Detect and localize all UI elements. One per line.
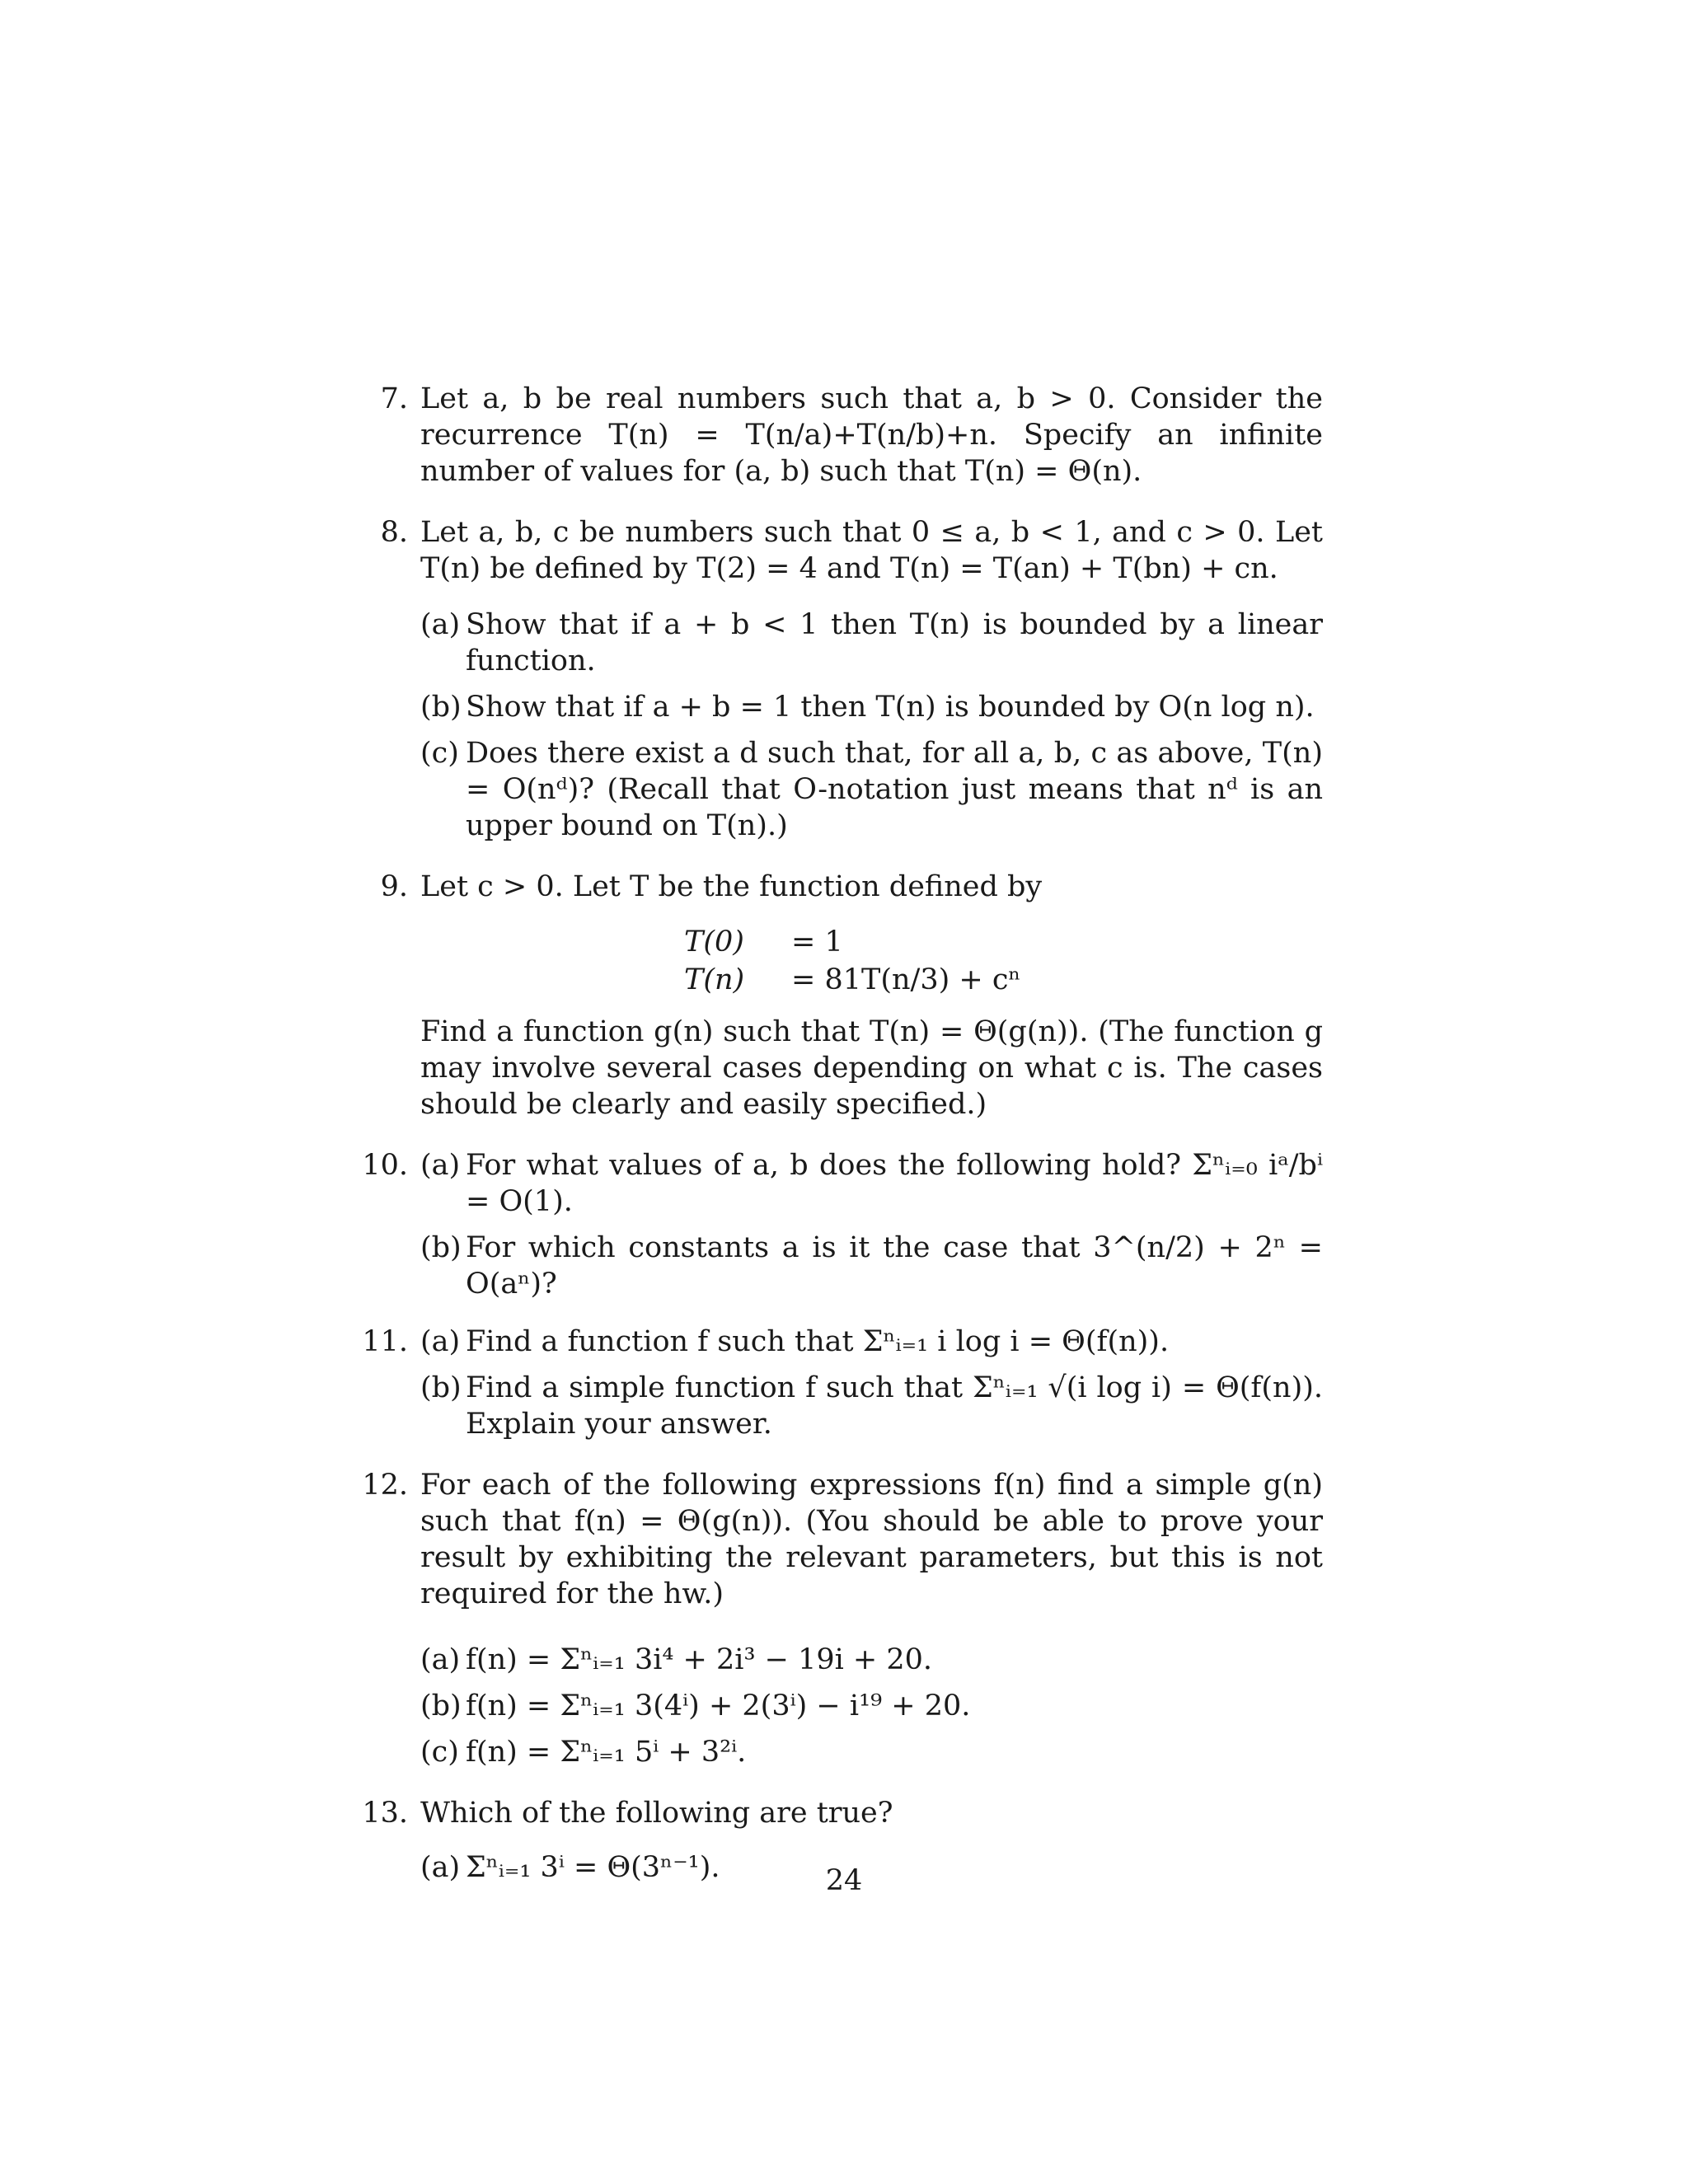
subpart-12c <box>367 1734 1323 1770</box>
problem-7 <box>367 381 1323 490</box>
subpart-text: For what values of a, b does the following hold? Σⁿᵢ₌₀ iᵃ/bⁱ = O(1). <box>466 1149 1323 1218</box>
subpart-label: (a) <box>420 608 461 641</box>
subpart-12a <box>367 1642 1323 1678</box>
subpart-10a <box>420 1147 1323 1220</box>
problem-9 <box>367 869 1323 905</box>
subpart-text: f(n) = Σⁿᵢ₌₁ 3(4ⁱ) + 2(3ⁱ) − i¹⁹ + 20. <box>466 1690 971 1722</box>
problem-number: 10. <box>362 1149 408 1182</box>
problem-list <box>362 381 1323 1886</box>
subpart-11a <box>420 1324 1323 1360</box>
subpart-label: (a) <box>420 1325 461 1358</box>
subpart-text: Does there exist a d such that, for all a, b, c as above, T(n) = O(nᵈ)? (Recall that O-notation just means that nᵈ is an upper bound on T(n).) <box>466 737 1323 842</box>
equation-rhs: = 81T(n/3) + cⁿ <box>791 963 1021 996</box>
subpart-text: f(n) = Σⁿᵢ₌₁ 3i⁴ + 2i³ − 19i + 20. <box>466 1643 933 1676</box>
recurrence-definition <box>684 923 1030 999</box>
subpart-text: Find a function f such that Σⁿᵢ₌₁ i log i = Θ(f(n)). <box>466 1325 1170 1358</box>
problem-10 <box>362 1147 1323 1220</box>
problem-11 <box>362 1324 1323 1360</box>
problem-number: 12. <box>362 1469 408 1502</box>
problem-8 <box>367 514 1323 587</box>
subpart-text: Show that if a + b < 1 then T(n) is bounded by a linear function. <box>466 608 1323 677</box>
subpart-text: Show that if a + b = 1 then T(n) is bounded by O(n log n). <box>466 691 1315 724</box>
subpart-text: Find a simple function f such that Σⁿᵢ₌₁ √(i log i) = Θ(f(n)). Explain your answer. <box>466 1371 1323 1441</box>
subpart-8c <box>367 735 1323 844</box>
subpart-label: (b) <box>420 1371 462 1404</box>
subpart-label: (a) <box>420 1851 461 1884</box>
subpart-label: (c) <box>420 1736 459 1769</box>
subpart-label: (b) <box>420 1690 462 1722</box>
subpart-10b <box>367 1230 1323 1302</box>
subpart-8b <box>367 689 1323 725</box>
subpart-label: (c) <box>420 737 459 770</box>
equation-rhs: = 1 <box>791 926 843 958</box>
problem-13 <box>362 1795 1323 1831</box>
page-number: 24 <box>825 1864 863 1897</box>
subpart-label: (a) <box>420 1643 461 1676</box>
problem-text: Find a function g(n) such that T(n) = Θ(g(n)). (The function g may involve several cases depending on what c is. The cases should be clearly and easily specified.) <box>420 1015 1323 1121</box>
subpart-label: (b) <box>420 1231 462 1264</box>
equation-lhs: T(0) <box>684 926 744 958</box>
subpart-text: Σⁿᵢ₌₁ 3ⁱ = Θ(3ⁿ⁻¹). <box>466 1851 720 1884</box>
problem-text: Which of the following are true? <box>420 1797 893 1830</box>
subpart-label: (a) <box>420 1149 461 1182</box>
problem-number: 7. <box>380 382 408 415</box>
problem-text: Let a, b be real numbers such that a, b > 0. Consider the recurrence T(n) = T(n/a)+T(n/b)+n. Specify an infinite number of values for (a, b) such that T(n) = Θ(n). <box>420 382 1323 488</box>
problem-12 <box>362 1467 1323 1612</box>
subpart-11b <box>367 1370 1323 1442</box>
problem-number: 9. <box>380 870 408 903</box>
problem-number: 13. <box>362 1797 408 1830</box>
subpart-text: f(n) = Σⁿᵢ₌₁ 5ⁱ + 3²ⁱ. <box>466 1736 747 1769</box>
subpart-8a <box>367 607 1323 679</box>
problem-number: 11. <box>362 1325 408 1358</box>
problem-text: For each of the following expressions f(n) find a simple g(n) such that f(n) = Θ(g(n)). (You should be able to prove your result by exhibiting the relevant parameters, but this is not required for the hw.) <box>420 1469 1323 1610</box>
subpart-12b <box>367 1688 1323 1724</box>
subpart-text: For which constants a is it the case that 3^(n/2) + 2ⁿ = O(aⁿ)? <box>466 1231 1323 1301</box>
problem-9-continued <box>367 1014 1323 1122</box>
problem-text: Let c > 0. Let T be the function defined by <box>420 870 1043 903</box>
problem-number: 8. <box>380 516 408 549</box>
equation-lhs: T(n) <box>684 963 745 996</box>
problem-text: Let a, b, c be numbers such that 0 ≤ a, b < 1, and c > 0. Let T(n) be defined by T(2) = 4 and T(n) = T(an) + T(bn) + cn. <box>420 516 1323 585</box>
subpart-label: (b) <box>420 691 462 724</box>
